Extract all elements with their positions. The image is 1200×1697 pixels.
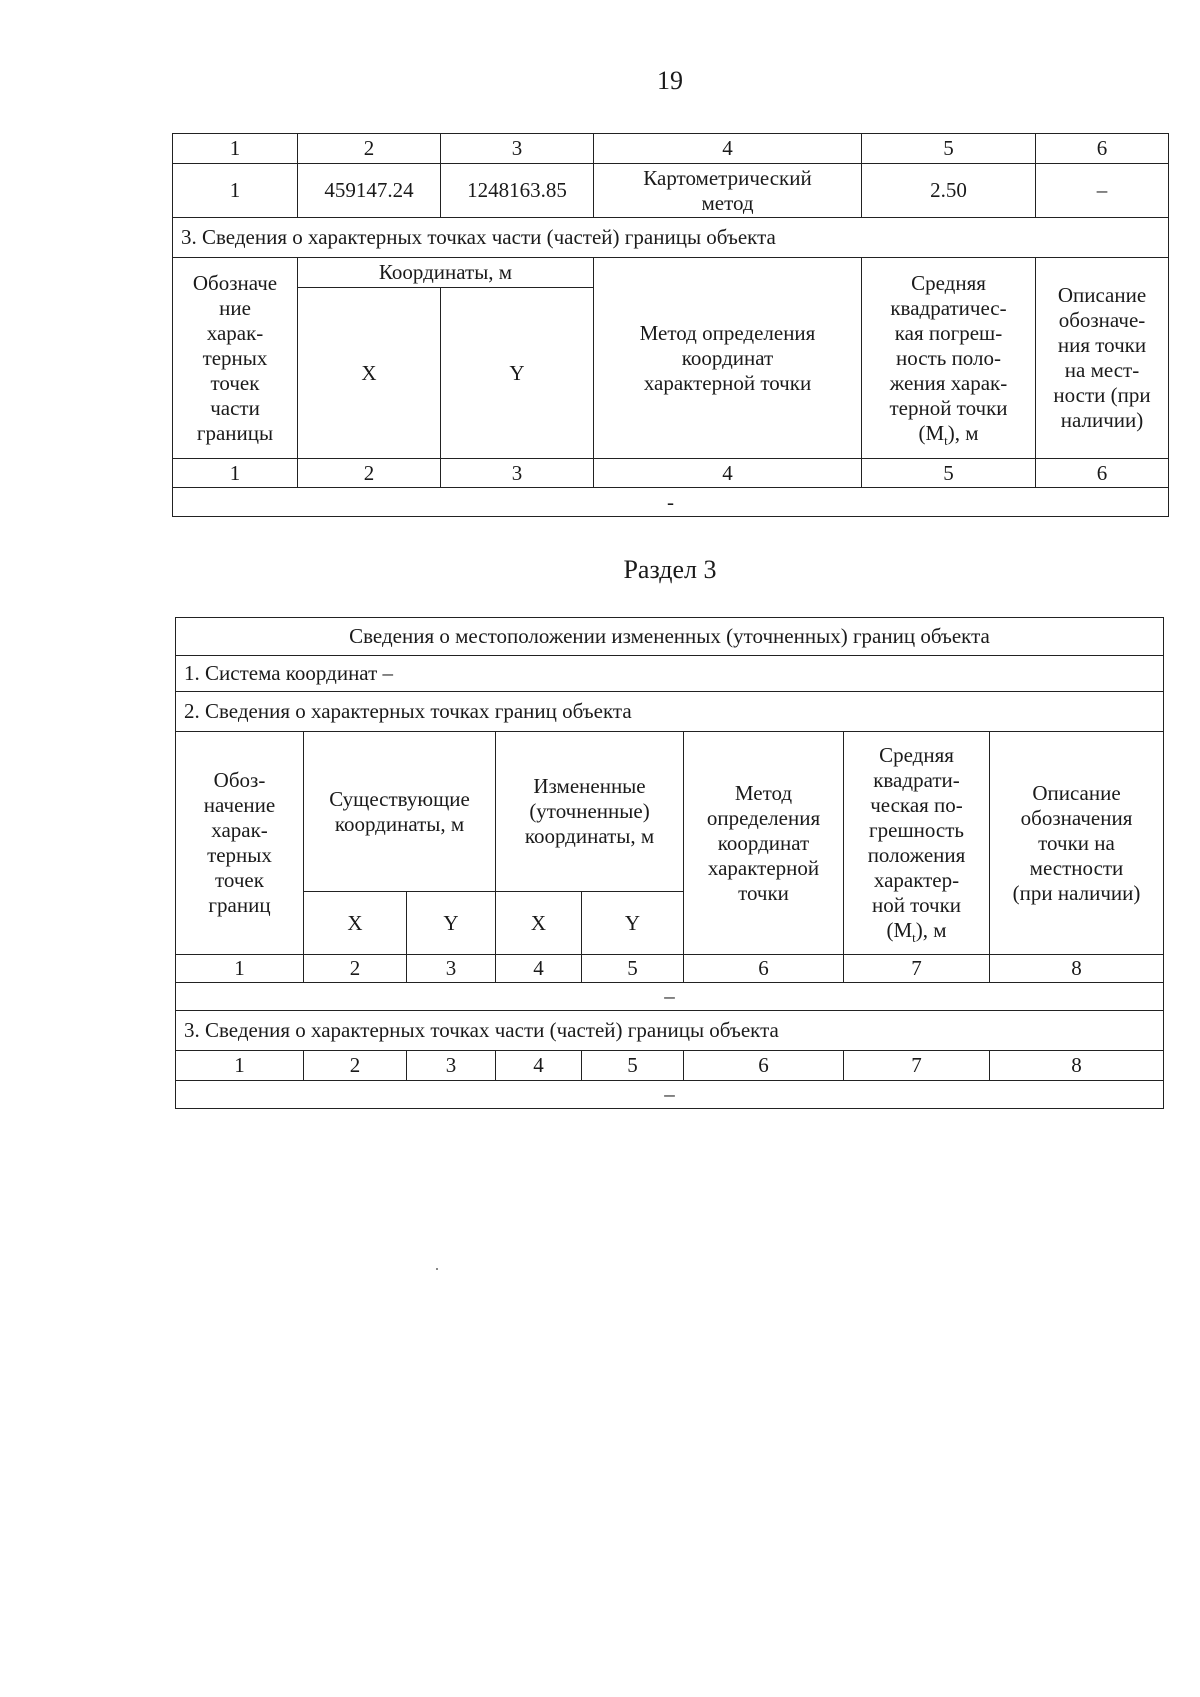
header-existing-coordinates: Существующие координаты, м — [304, 732, 496, 892]
header-error-subscript: t — [944, 432, 948, 448]
header-description: Описание обозначе- ния точки на мест- ности (при наличии) — [1036, 258, 1169, 459]
header-error-text: Средняя квадрати- ческая по- грешность положения характер- ной точки (M — [867, 743, 966, 942]
header-designation: Обозначе ние харак- терных точек части границы — [173, 258, 298, 459]
empty-row: - — [173, 488, 1169, 517]
header-error — [844, 732, 990, 955]
column-number: 4 — [496, 1051, 582, 1081]
points-table-continuation — [172, 133, 1169, 517]
column-number: 2 — [304, 955, 407, 983]
header-changed-y: Y — [582, 892, 684, 955]
header-changed-coordinates: Измененные (уточненные) координаты, м — [496, 732, 684, 892]
coordinate-y: 1248163.85 — [441, 164, 594, 218]
column-number: 5 — [582, 955, 684, 983]
point-designation: 1 — [173, 164, 298, 218]
header-changed-x: X — [496, 892, 582, 955]
column-number-row — [173, 459, 1169, 488]
column-number-row — [173, 134, 1169, 164]
section-heading-points: 2. Сведения о характерных точках границ объекта — [176, 692, 1164, 732]
empty-row: – — [176, 1081, 1164, 1109]
column-number: 1 — [173, 459, 298, 488]
header-error — [862, 258, 1036, 459]
header-coordinates: Координаты, м — [298, 258, 594, 288]
column-number: 7 — [844, 955, 990, 983]
column-number: 3 — [441, 134, 594, 164]
header-existing-x: X — [304, 892, 407, 955]
column-number: 2 — [298, 134, 441, 164]
section-heading-parts: 3. Сведения о характерных точках части (частей) границы объекта — [173, 218, 1169, 258]
section-title: Раздел 3 — [623, 555, 717, 584]
empty-row: – — [176, 983, 1164, 1011]
header-error-subscript: t — [912, 930, 916, 946]
header-error-unit: ), м — [947, 420, 979, 445]
header-method: Метод определения координат характерной точки — [594, 258, 862, 459]
column-number: 3 — [441, 459, 594, 488]
point-description: – — [1036, 164, 1169, 218]
header-error-unit: ), м — [915, 918, 947, 942]
column-number: 6 — [1036, 459, 1169, 488]
header-method: Метод определения координат характерной точки — [684, 732, 844, 955]
column-number: 1 — [173, 134, 298, 164]
column-number: 5 — [582, 1051, 684, 1081]
column-number: 2 — [304, 1051, 407, 1081]
column-number: 7 — [844, 1051, 990, 1081]
column-number: 4 — [594, 459, 862, 488]
page-number: 19 — [657, 66, 683, 95]
column-number: 3 — [407, 1051, 496, 1081]
column-number: 3 — [407, 955, 496, 983]
column-number: 6 — [684, 955, 844, 983]
coordinate-x: 459147.24 — [298, 164, 441, 218]
changed-boundaries-table — [175, 617, 1164, 1109]
column-number: 4 — [594, 134, 862, 164]
header-error-text: Средняя квадратичес- кая погреш- ность поло- жения харак- терной точки (M — [889, 270, 1008, 445]
coordinate-system: 1. Система координат – — [176, 656, 1164, 692]
scan-speck — [436, 1268, 438, 1270]
column-number: 1 — [176, 955, 304, 983]
column-number: 4 — [496, 955, 582, 983]
table-title: Сведения о местоположении измененных (уточненных) границ объекта — [176, 618, 1164, 656]
header-x: X — [298, 288, 441, 459]
column-number: 6 — [684, 1051, 844, 1081]
header-existing-y: Y — [407, 892, 496, 955]
column-number: 8 — [990, 1051, 1164, 1081]
mean-square-error: 2.50 — [862, 164, 1036, 218]
column-number: 6 — [1036, 134, 1169, 164]
column-number: 5 — [862, 459, 1036, 488]
header-description: Описание обозначения точки на местности (при наличии) — [990, 732, 1164, 955]
column-number: 8 — [990, 955, 1164, 983]
method: Картометрический метод — [594, 164, 862, 218]
header-y: Y — [441, 288, 594, 459]
section-heading-parts: 3. Сведения о характерных точках части (частей) границы объекта — [176, 1011, 1164, 1051]
column-number: 1 — [176, 1051, 304, 1081]
column-number-row — [176, 1051, 1164, 1081]
column-number: 5 — [862, 134, 1036, 164]
column-number: 2 — [298, 459, 441, 488]
header-designation: Обоз- начение харак- терных точек границ — [176, 732, 304, 955]
column-number-row — [176, 955, 1164, 983]
table-row — [173, 164, 1169, 218]
